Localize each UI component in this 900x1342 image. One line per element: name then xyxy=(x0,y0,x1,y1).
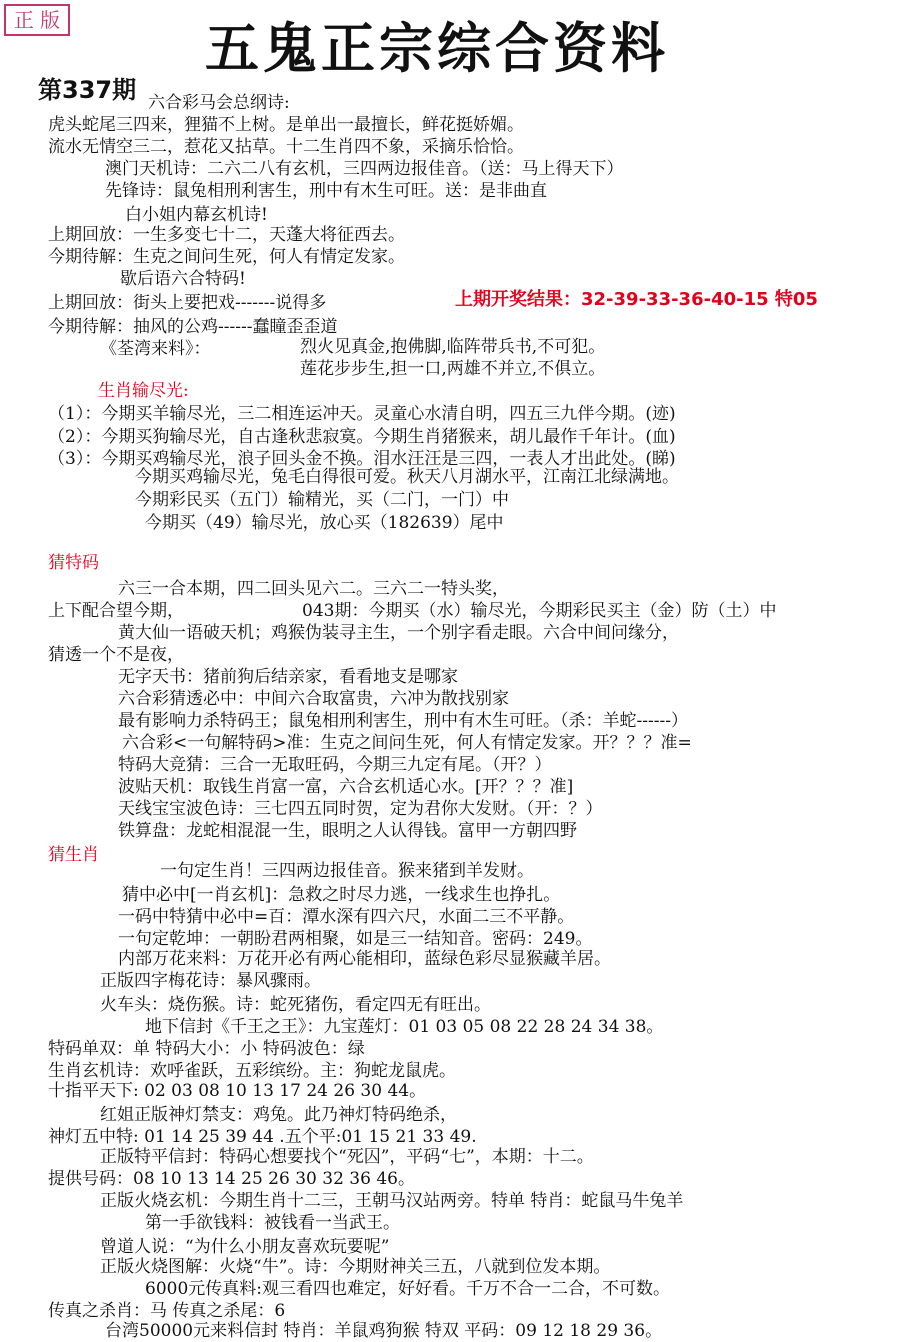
text-line: 一码中特猜中必中=百：潭水深有四六尺，水面二三不平静。 xyxy=(118,907,575,927)
text-line: 今期买鸡输尽光，兔毛白得很可爱。秋天八月湖水平，江南江北绿满地。 xyxy=(135,467,679,487)
text-line: 特码单双：单 特码大小：小 特码波色：绿 xyxy=(48,1039,365,1059)
text-line: 神灯五中特: 01 14 25 39 44 .五个平:01 15 21 33 49. xyxy=(48,1127,477,1147)
text-line: 《荃湾来料》： xyxy=(100,339,211,359)
text-line: 第一手欲钱料：被钱看一当武王。 xyxy=(145,1213,400,1233)
section-heading: 猜特码 xyxy=(48,553,99,573)
text-line: 无字天书：猪前狗后结亲家，看看地支是哪家 xyxy=(118,667,458,687)
text-line: 六合彩马会总纲诗: xyxy=(148,93,290,113)
text-line: （2）：今期买狗输尽光，自古逢秋悲寂寞。今期生肖猪猴来，胡儿最作千年计。(血) xyxy=(48,427,676,447)
text-line: 传真之杀肖：马 传真之杀尾：6 xyxy=(48,1301,286,1321)
text-line: 今期待解：抽风的公鸡------蠢瞳歪歪道 xyxy=(48,317,338,337)
text-line: 今期彩民买（五门）输精光，买（二门，一门）中 xyxy=(135,490,509,510)
text-line: 生肖玄机诗：欢呼雀跃，五彩缤纷。主：狗蛇龙鼠虎。 xyxy=(48,1061,456,1081)
text-line: 黄大仙一语破天机；鸡猴伪装寻主生，一个别字看走眼。六合中间问缘分， xyxy=(118,623,679,643)
text-line: 天线宝宝波色诗：三七四五同时贺，定为君你大发财。（开：？） xyxy=(118,799,603,819)
text-line: 特码大竞猜：三合一无取旺码，今期三九定有尾。（开？） xyxy=(118,755,552,775)
text-line: 白小姐内幕玄机诗! xyxy=(125,205,268,225)
text-line: 台湾50000元来料信封 特肖：羊鼠鸡狗猴 特双 平码：09 12 18 29 36。 xyxy=(105,1321,663,1341)
section-heading: 猜生肖 xyxy=(48,845,99,865)
text-line: 043期：今期买（水）输尽光，今期彩民买主（金）防（土）中 xyxy=(302,601,777,621)
text-line: 内部万花来料：万花开必有两心能相印，蓝绿色彩尽显猴藏羊居。 xyxy=(118,949,611,969)
text-line: 正版火烧图解：火烧“牛”。诗：今期财神关三五，八就到位发本期。 xyxy=(100,1257,611,1277)
text-line: 先锋诗：鼠兔相刑利害生，刑中有木生可旺。送：是非曲直 xyxy=(105,181,547,201)
text-line: 六合彩猜透必中：中间六合取富贵，六冲为散找别家 xyxy=(118,689,509,709)
text-line: 正版四字梅花诗：暴风骤雨。 xyxy=(100,971,321,991)
text-line: 最有影响力杀特码王；鼠兔相刑利害生，刑中有木生可旺。（杀：羊蛇------） xyxy=(118,711,688,731)
text-line: 铁算盘：龙蛇相混混一生，眼明之人认得钱。富甲一方朝四野 xyxy=(118,821,577,841)
text-line: 莲花步步生,担一口,两雄不并立,不俱立。 xyxy=(300,359,606,379)
text-line: 十指平天下: 02 03 08 10 13 17 24 26 30 44。 xyxy=(48,1081,427,1101)
page-title: 五鬼正宗综合资料 xyxy=(205,16,669,80)
text-line: 今期待解：生克之间问生死，何人有情定发家。 xyxy=(48,247,405,267)
text-line: 地下信封《千王之王》：九宝莲灯：01 03 05 08 22 28 24 34 38。 xyxy=(145,1017,664,1037)
text-line: 猜透一个不是夜， xyxy=(48,645,184,665)
text-line: （1）：今期买羊输尽光，三二相连运冲天。灵童心水清自明，四五三九伴今期。(迹) xyxy=(48,404,676,424)
text-line: 澳门天机诗：二六二八有玄机，三四两边报佳音。（送：马上得天下） xyxy=(105,159,624,179)
text-line: 流水无情空三二，惹花又拈草。十二生肖四不象，采摘乐恰恰。 xyxy=(48,137,524,157)
text-line: 虎头蛇尾三四来，狸猫不上树。是单出一最擅长，鲜花挺娇媚。 xyxy=(48,115,524,135)
text-line: 上下配合望今期， xyxy=(48,601,184,621)
text-line: 猜中必中[一肖玄机]：急救之时尽力逃，一线求生也挣扎。 xyxy=(122,885,561,905)
text-line: 正版火烧玄机：今期生肖十二三，王朝马汉站两旁。特单 特肖：蛇鼠马牛兔羊 xyxy=(100,1191,684,1211)
section-heading: 生肖输尽光: xyxy=(98,381,189,401)
text-line: 红姐正版神灯禁支：鸡兔。此乃神灯特码绝杀， xyxy=(100,1105,457,1125)
text-line: 提供号码：08 10 13 14 25 26 30 32 36 46。 xyxy=(48,1169,415,1189)
text-line: 上期回放：街头上要把戏-------说得多 xyxy=(48,293,327,313)
text-line: 一句定生肖！三四两边报佳音。猴来猪到羊发财。 xyxy=(160,861,534,881)
edition-badge: 正 版 xyxy=(4,4,70,36)
text-line: 六合彩<一句解特码>准：生克之间问生死，何人有情定发家。开？？？准= xyxy=(122,733,692,753)
issue-number: 第337期 xyxy=(38,76,137,104)
text-line: 正版特平信封：特码心想要找个“死囚”，平码“七”，本期：十二。 xyxy=(100,1147,594,1167)
text-line: 今期买（49）输尽光，放心买（182639）尾中 xyxy=(145,513,504,533)
text-line: 一句定乾坤：一朝盼君两相聚，如是三一结知音。密码：249。 xyxy=(118,929,593,949)
text-line: （3）：今期买鸡输尽光，浪子回头金不换。泪水汪汪是三四，一表人才出此处。(睇) xyxy=(48,449,676,469)
text-line: 歇后语六合特码! xyxy=(120,269,246,289)
text-line: 六三一合本期，四二回头见六二。三六二一特头奖， xyxy=(118,579,509,599)
text-line: 上期回放：一生多变七十二，天蓬大将征西去。 xyxy=(48,225,405,245)
text-line: 曾道人说：“为什么小朋友喜欢玩要呢” xyxy=(100,1237,390,1257)
text-line: 烈火见真金,抱佛脚,临阵带兵书,不可犯。 xyxy=(300,337,606,357)
text-line: 6000元传真料:观三看四也难定，好好看。千万不合一二合，不可数。 xyxy=(145,1279,670,1299)
text-line: 火车头：烧伤猴。诗：蛇死猪伤，看定四无有旺出。 xyxy=(100,995,491,1015)
last-draw-result: 上期开奖结果：32-39-33-36-40-15 特05 xyxy=(455,289,818,310)
text-line: 波贴天机：取钱生肖富一富，六合玄机适心水。[开？？？准] xyxy=(118,777,574,797)
